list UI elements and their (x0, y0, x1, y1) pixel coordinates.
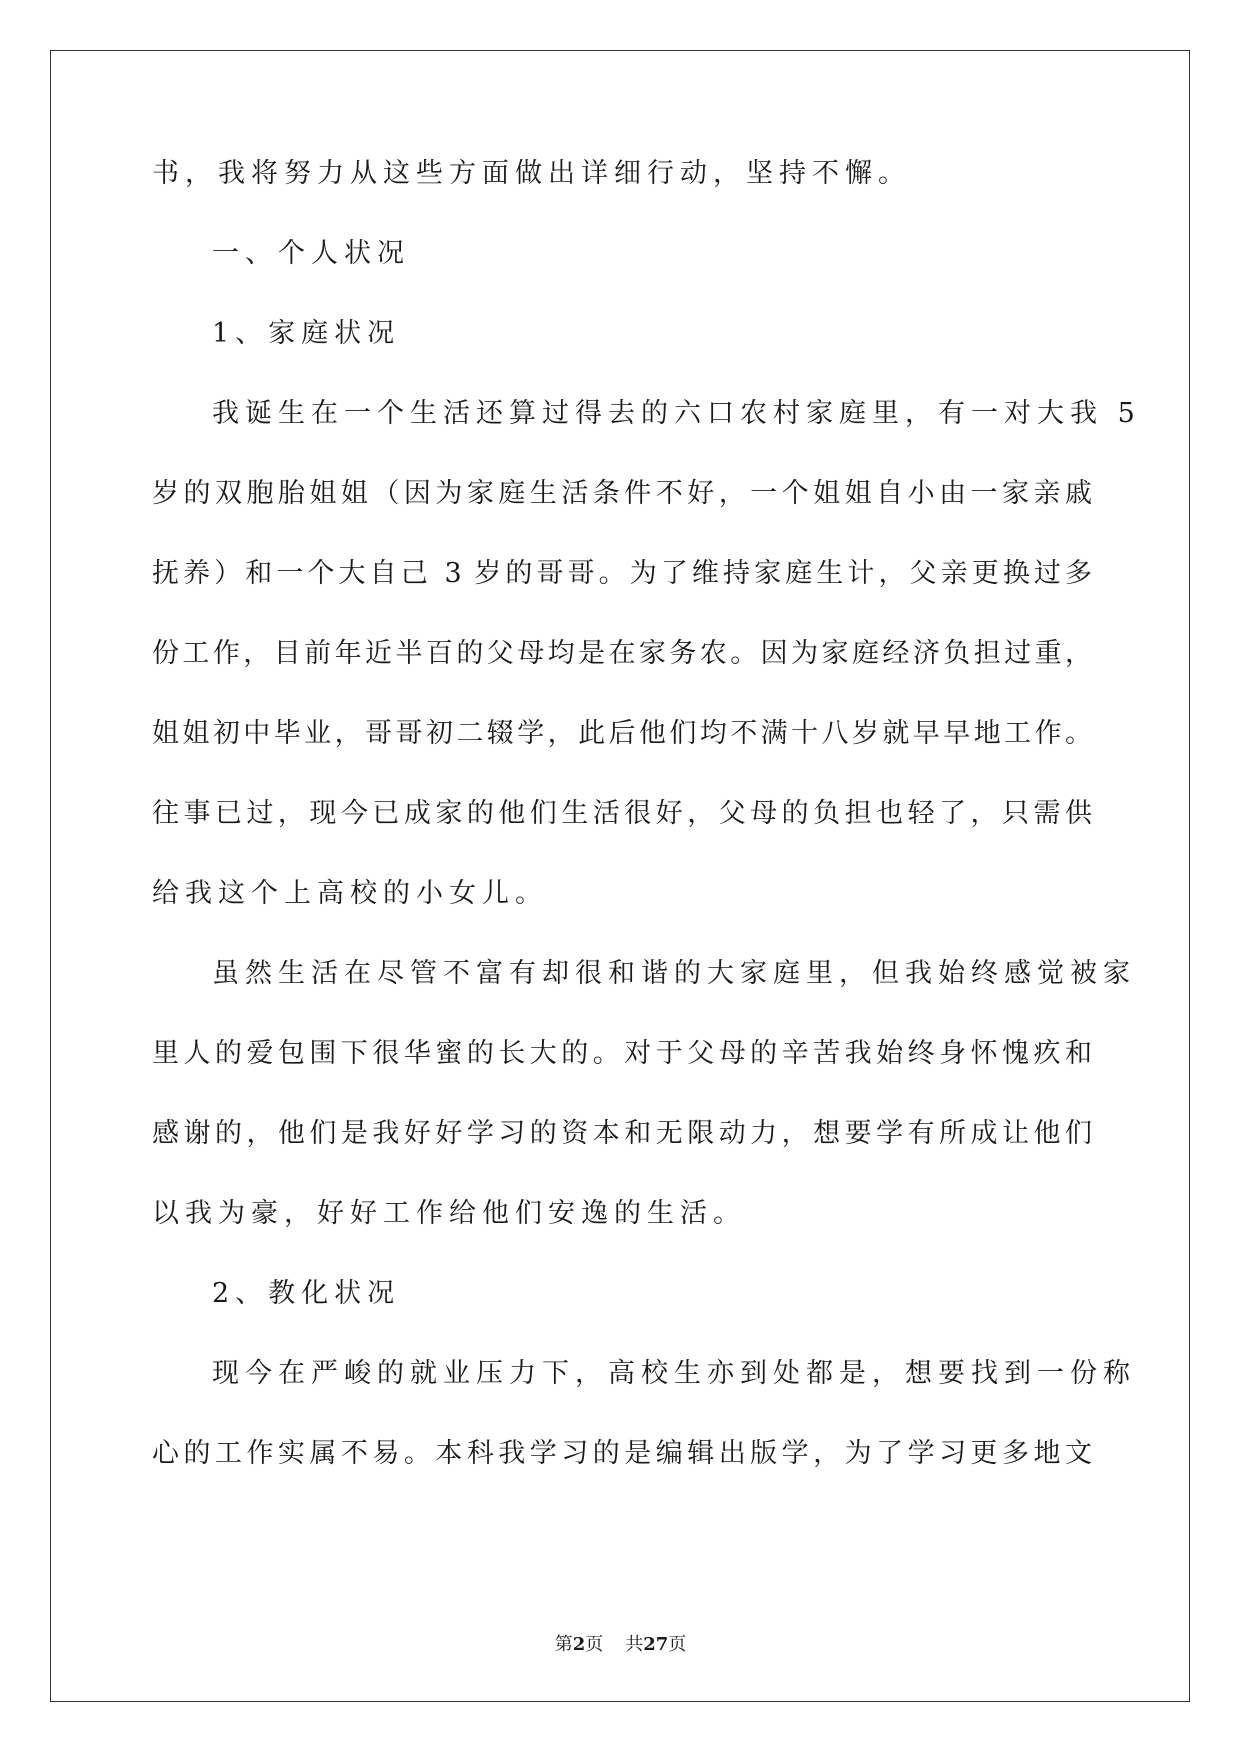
paragraph-line: 心的工作实属不易。本科我学习的是编辑出版学，为了学习更多地文 (152, 1438, 1092, 1469)
paragraph-line: 以我为豪，好好工作给他们安逸的生活。 (152, 1198, 746, 1229)
footer-total-unit: 页 (668, 1634, 687, 1655)
paragraph-line: 书，我将努力从这些方面做出详细行动，坚持不懈。 (152, 158, 911, 189)
footer-total-pages: 27 (643, 1634, 669, 1655)
paragraph-line: 姐姐初中毕业，哥哥初二辍学，此后他们均不满十八岁就早早地工作。 (152, 718, 1092, 749)
page-footer (0, 1630, 1241, 1656)
footer-page-number: 2 (572, 1634, 586, 1655)
paragraph-line: 岁的双胞胎姐姐（因为家庭生活条件不好，一个姐姐自小由一家亲戚 (152, 478, 1092, 509)
footer-page-prefix: 第 (554, 1634, 573, 1655)
paragraph-line: 里人的爱包围下很华蜜的长大的。对于父母的辛苦我始终身怀愧疚和 (152, 1038, 1092, 1069)
footer-total-prefix: 共 (625, 1634, 644, 1655)
paragraph-line: 抚养）和一个大自己 3 岁的哥哥。为了维持家庭生计，父亲更换过多 (152, 558, 1092, 589)
paragraph-line: 感谢的，他们是我好好学习的资本和无限动力，想要学有所成让他们 (152, 1118, 1092, 1149)
paragraph-line: 我诞生在一个生活还算过得去的六口农村家庭里，有一对大我 5 (212, 398, 1141, 429)
paragraph-line: 份工作，目前年近半百的父母均是在家务农。因为家庭经济负担过重， (152, 638, 1092, 669)
footer-page-unit: 页 (585, 1634, 604, 1655)
paragraph-line: 给我这个上高校的小女儿。 (152, 878, 548, 909)
paragraph-line: 现今在严峻的就业压力下，高校生亦到处都是，想要找到一份称 (212, 1358, 1136, 1389)
subsection-heading: 1、家庭状况 (212, 318, 401, 349)
subsection-heading: 2、教化状况 (212, 1278, 401, 1309)
paragraph-line: 虽然生活在尽管不富有却很和谐的大家庭里，但我始终感觉被家 (212, 958, 1136, 989)
paragraph-line: 往事已过，现今已成家的他们生活很好，父母的负担也轻了，只需供 (152, 798, 1092, 829)
section-heading: 一、个人状况 (212, 238, 410, 269)
document-body (152, 158, 1141, 1520)
